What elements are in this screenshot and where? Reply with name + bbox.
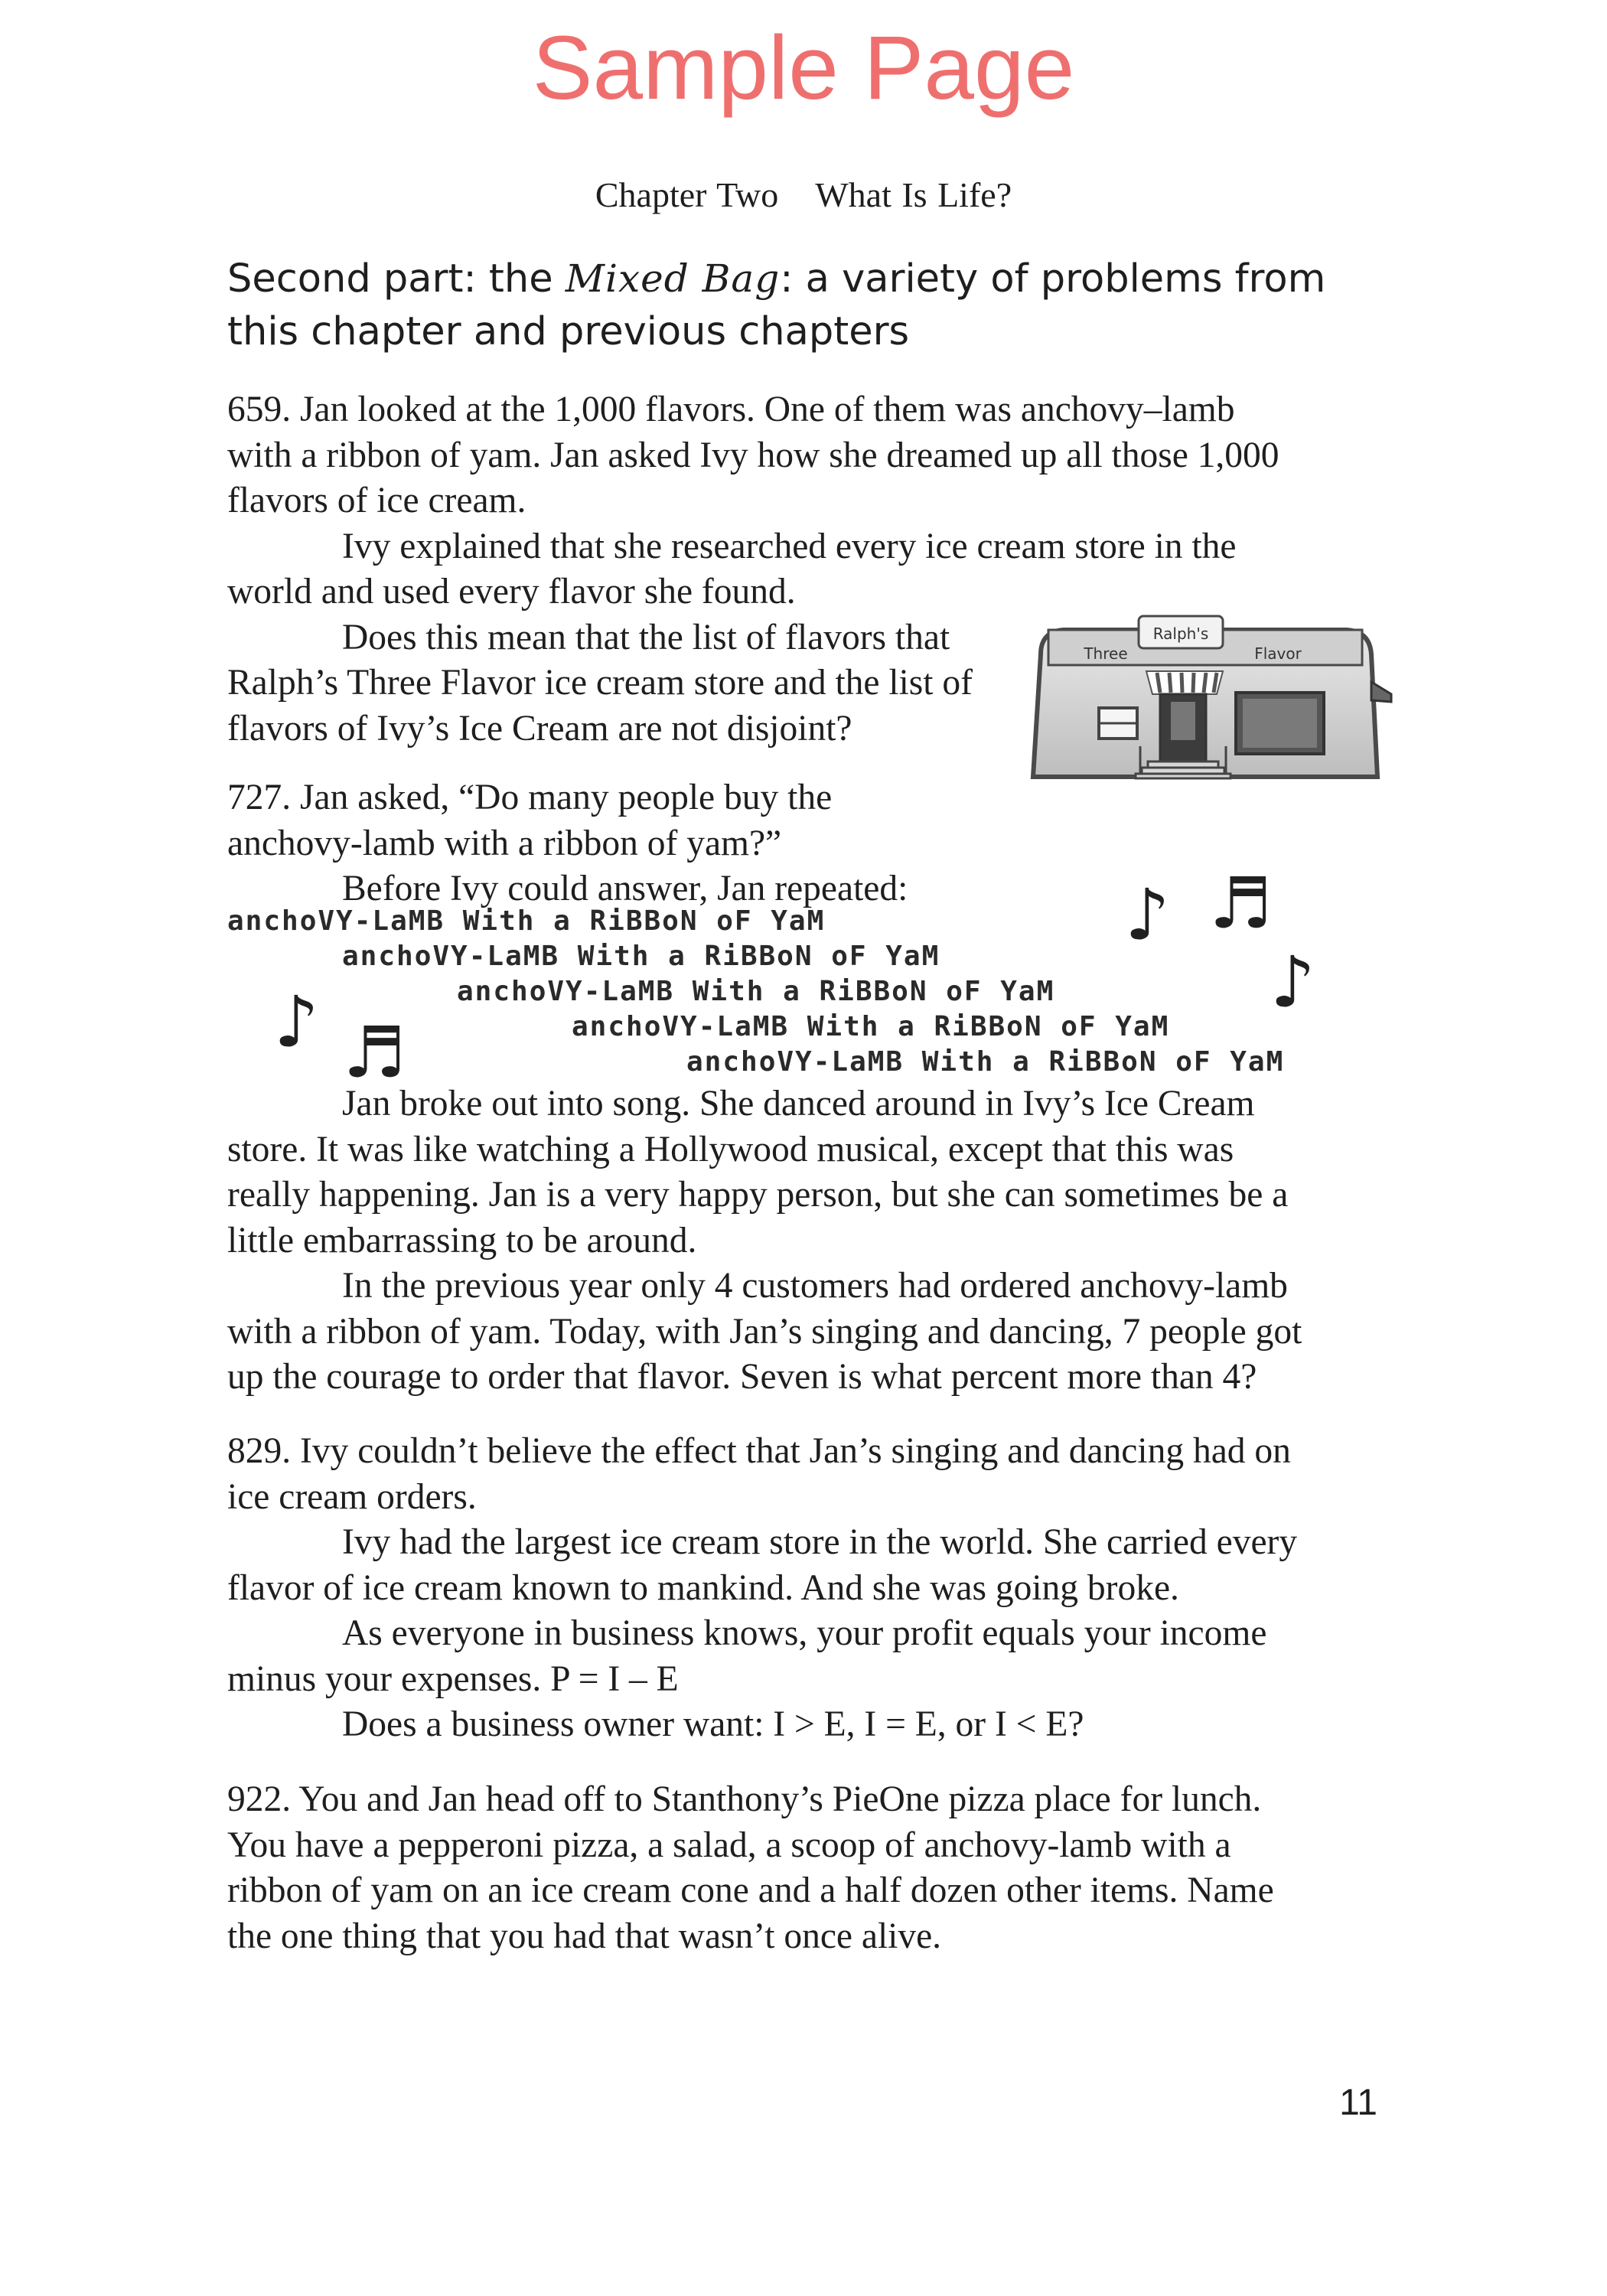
song-line-3: anchoVY-LaMB With a RiBBoN oF YaM — [457, 976, 1055, 1007]
text-line: 922. You and Jan head off to Stanthony’s PieOne pizza place for lunch. — [227, 1779, 1262, 1819]
song-line-4: anchoVY-LaMB With a RiBBoN oF YaM — [572, 1011, 1170, 1042]
text-line: Ivy explained that she researched every ice cream store in the — [342, 526, 1237, 566]
text-line: Jan broke out into song. She danced around in Ivy’s Ice Cream — [342, 1084, 1255, 1124]
text-line: 829. Ivy couldn’t believe the effect that Jan’s singing and dancing had on — [227, 1431, 1291, 1471]
text-line: with a ribbon of yam. Today, with Jan’s singing and dancing, 7 people got — [227, 1311, 1302, 1352]
store-sign-left: Three — [1084, 644, 1128, 663]
ice-cream-store-illustration — [1025, 608, 1393, 784]
text-line: up the courage to order that flavor. Seven is what percent more than 4? — [227, 1357, 1257, 1397]
text-line: Does a business owner want: I > E, I = E, or I < E? — [342, 1704, 1084, 1744]
beamed-notes-icon: ♬ — [1209, 863, 1273, 944]
text-line: really happening. Jan is a very happy person, but she can sometimes be a — [227, 1175, 1289, 1215]
text-line: 659. Jan looked at the 1,000 flavors. One of them was anchovy–lamb — [227, 390, 1235, 429]
running-head — [0, 174, 1607, 215]
text-line: store. It was like watching a Hollywood musical, except that this was — [227, 1129, 1234, 1169]
problem-922 — [227, 1777, 1421, 1959]
eighth-note-icon: ♪ — [274, 981, 319, 1063]
text-line: flavor of ice cream known to mankind. And she was going broke. — [227, 1567, 1179, 1608]
text-line: 727. Jan asked, “Do many people buy the — [227, 778, 833, 817]
text-line: with a ribbon of yam. Jan asked Ivy how she dreamed up all those 1,000 — [227, 435, 1279, 475]
heading-text: Second part: the — [227, 256, 566, 302]
text-line: In the previous year only 4 customers had ordered anchovy-lamb — [342, 1266, 1288, 1306]
song-line-1: anchoVY-LaMB With a RiBBoN oF YaM — [227, 905, 826, 937]
text-line: As everyone in business knows, your profit equals your income — [342, 1613, 1267, 1653]
text-line: flavors of ice cream. — [227, 481, 526, 520]
chapter-title: What Is Life? — [815, 175, 1012, 214]
store-sign-center: Ralph's — [1152, 625, 1209, 643]
text-line: ice cream orders. — [227, 1476, 477, 1517]
text-line: ribbon of yam on an ice cream cone and a half dozen other items. Name — [227, 1870, 1274, 1910]
problem-727-story — [227, 1081, 1421, 1401]
text-line: the one thing that you had that wasn’t once alive. — [227, 1916, 942, 1956]
text-line: Ivy had the largest ice cream store in the world. She carried every — [342, 1522, 1298, 1562]
text-line: Before Ivy could answer, Jan repeated: — [342, 869, 908, 908]
sample-page-watermark: Sample Page — [532, 18, 1075, 119]
text-line: Does this mean that the list of flavors that — [342, 617, 950, 657]
problem-829 — [227, 1429, 1421, 1748]
chapter-label: Chapter Two — [595, 175, 779, 214]
heading-line-2: this chapter and previous chapters — [227, 309, 910, 354]
beamed-notes-icon: ♬ — [343, 1012, 406, 1094]
store-sign-right: Flavor — [1254, 644, 1302, 663]
eighth-note-icon: ♪ — [1270, 941, 1315, 1023]
text-line: world and used every flavor she found. — [227, 572, 796, 612]
text-line: minus your expenses. P = I – E — [227, 1658, 679, 1699]
section-heading — [227, 253, 1375, 358]
heading-text-cont: : a variety of problems from — [780, 256, 1326, 302]
text-line: anchovy-lamb with a ribbon of yam?” — [227, 823, 782, 863]
eighth-note-icon: ♪ — [1125, 874, 1170, 956]
mixed-bag-label: Mixed Bag — [565, 256, 781, 301]
text-line: little embarrassing to be around. — [227, 1220, 697, 1261]
text-line: flavors of Ivy’s Ice Cream are not disjoint? — [227, 708, 852, 748]
page-number: 11 — [1339, 2082, 1377, 2123]
song-line-2: anchoVY-LaMB With a RiBBoN oF YaM — [342, 941, 940, 972]
song-line-5: anchoVY-LaMB With a RiBBoN oF YaM — [686, 1046, 1285, 1078]
text-line: You have a pepperoni pizza, a salad, a scoop of anchovy-lamb with a — [227, 1825, 1231, 1865]
text-line: Ralph’s Three Flavor ice cream store and the list of — [227, 663, 973, 703]
